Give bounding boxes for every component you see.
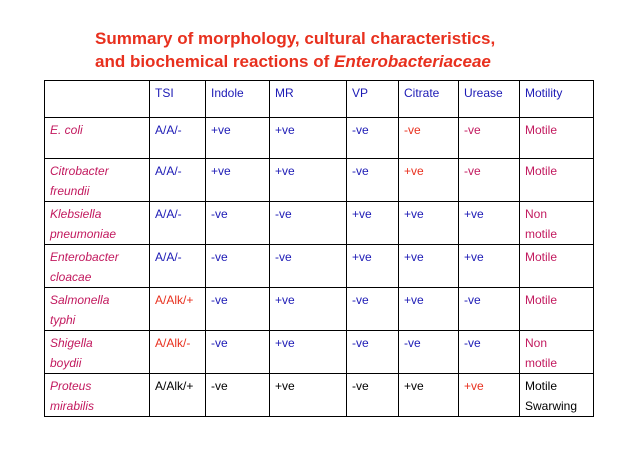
- organism-name-line: E. coli: [50, 123, 83, 137]
- citrate-cell: [399, 118, 459, 159]
- citrate-cell: [399, 374, 459, 417]
- vp-cell: [347, 331, 399, 374]
- vp-value: -ve: [352, 336, 369, 350]
- organism-cell: [45, 374, 150, 417]
- vp-cell: [347, 118, 399, 159]
- page-title: [95, 27, 565, 73]
- urease-cell: [459, 374, 520, 417]
- table-header-row: [45, 81, 594, 118]
- urease-cell: [459, 331, 520, 374]
- mr-value: +ve: [275, 123, 295, 137]
- mr-value: +ve: [275, 336, 295, 350]
- table-row: [45, 159, 594, 202]
- tsi-cell: [150, 374, 206, 417]
- organism-cell: [45, 288, 150, 331]
- indole-cell: [206, 374, 270, 417]
- urease-cell: [459, 288, 520, 331]
- urease-value: -ve: [464, 123, 481, 137]
- header-cell-motility: Motility: [520, 81, 594, 118]
- indole-cell: [206, 288, 270, 331]
- tsi-value: A/A/-: [155, 123, 182, 137]
- table-row: [45, 374, 594, 417]
- motility-value-line-2: Swarwing: [525, 399, 578, 413]
- mr-value: +ve: [275, 164, 295, 178]
- indole-value: +ve: [211, 123, 231, 137]
- indole-value: -ve: [211, 250, 228, 264]
- motility-value: Non: [525, 207, 548, 221]
- indole-cell: [206, 245, 270, 288]
- title-line-2: [95, 50, 565, 73]
- indole-cell: [206, 331, 270, 374]
- organism-name-line: mirabilis: [50, 399, 95, 413]
- mr-cell: [270, 374, 347, 417]
- citrate-cell: [399, 202, 459, 245]
- table-row: [45, 288, 594, 331]
- urease-value: +ve: [464, 250, 484, 264]
- organism-name-line: typhi: [50, 313, 76, 327]
- mr-cell: [270, 245, 347, 288]
- organism-name-line: boydii: [50, 356, 82, 370]
- motility-value: Motile: [525, 250, 558, 264]
- indole-cell: [206, 159, 270, 202]
- title-line-2-prefix: and biochemical reactions of: [95, 52, 335, 71]
- mr-value: +ve: [275, 379, 295, 393]
- header-cell-organism: [45, 81, 150, 118]
- vp-value: +ve: [352, 250, 372, 264]
- header-cell-citrate: Citrate: [399, 81, 459, 118]
- motility-value: Non: [525, 336, 548, 350]
- organism-cell: [45, 159, 150, 202]
- organism-name-line: Proteus: [50, 379, 92, 393]
- motility-cell: [520, 245, 594, 288]
- header-cell-mr: MR: [270, 81, 347, 118]
- motility-cell: [520, 374, 594, 417]
- vp-cell: [347, 202, 399, 245]
- header-cell-vp: VP: [347, 81, 399, 118]
- tsi-cell: [150, 159, 206, 202]
- motility-cell: [520, 159, 594, 202]
- title-line-1: Summary of morphology, cultural characteristics,: [95, 29, 496, 48]
- citrate-value: +ve: [404, 164, 424, 178]
- citrate-value: +ve: [404, 207, 424, 221]
- urease-cell: [459, 118, 520, 159]
- title-family-name: Enterobacteriaceae: [334, 52, 491, 71]
- motility-cell: [520, 118, 594, 159]
- table-row: [45, 118, 594, 159]
- vp-value: -ve: [352, 293, 369, 307]
- tsi-cell: [150, 202, 206, 245]
- mr-cell: [270, 288, 347, 331]
- urease-cell: [459, 245, 520, 288]
- indole-value: +ve: [211, 164, 231, 178]
- citrate-cell: [399, 159, 459, 202]
- table-row: [45, 331, 594, 374]
- header-cell-urease: Urease: [459, 81, 520, 118]
- urease-value: +ve: [464, 379, 484, 393]
- urease-value: -ve: [464, 164, 481, 178]
- indole-cell: [206, 118, 270, 159]
- table-row: [45, 202, 594, 245]
- organism-cell: [45, 245, 150, 288]
- organism-cell: [45, 331, 150, 374]
- vp-cell: [347, 288, 399, 331]
- tsi-value: A/A/-: [155, 250, 182, 264]
- citrate-value: +ve: [404, 379, 424, 393]
- organism-name-line: Klebsiella: [50, 207, 102, 221]
- mr-cell: [270, 118, 347, 159]
- indole-value: -ve: [211, 336, 228, 350]
- vp-value: -ve: [352, 123, 369, 137]
- organism-cell: [45, 118, 150, 159]
- mr-cell: [270, 159, 347, 202]
- vp-cell: [347, 245, 399, 288]
- motility-value-line-2: motile: [525, 356, 558, 370]
- organism-name-line: freundii: [50, 184, 90, 198]
- organism-name-line: cloacae: [50, 270, 92, 284]
- organism-name-line: Shigella: [50, 336, 93, 350]
- mr-cell: [270, 202, 347, 245]
- tsi-value: A/A/-: [155, 207, 182, 221]
- urease-cell: [459, 202, 520, 245]
- organism-name-line: pneumoniae: [50, 227, 117, 241]
- tsi-cell: [150, 245, 206, 288]
- indole-value: -ve: [211, 293, 228, 307]
- header-cell-tsi: TSI: [150, 81, 206, 118]
- citrate-cell: [399, 331, 459, 374]
- tsi-value: A/Alk/+: [155, 293, 194, 307]
- organism-name-line: Salmonella: [50, 293, 110, 307]
- tsi-value: A/Alk/-: [155, 336, 191, 350]
- urease-value: +ve: [464, 207, 484, 221]
- header-cell-indole: Indole: [206, 81, 270, 118]
- motility-value: Motile: [525, 123, 558, 137]
- tsi-cell: [150, 331, 206, 374]
- organism-name-line: Enterobacter: [50, 250, 119, 264]
- indole-value: -ve: [211, 379, 228, 393]
- citrate-value: +ve: [404, 293, 424, 307]
- citrate-cell: [399, 288, 459, 331]
- citrate-value: -ve: [404, 123, 421, 137]
- motility-value: Motile: [525, 379, 558, 393]
- organism-cell: [45, 202, 150, 245]
- vp-value: +ve: [352, 207, 372, 221]
- indole-cell: [206, 202, 270, 245]
- organism-name-line: Citrobacter: [50, 164, 109, 178]
- table-body: [45, 118, 594, 417]
- motility-cell: [520, 288, 594, 331]
- vp-value: -ve: [352, 164, 369, 178]
- citrate-value: -ve: [404, 336, 421, 350]
- urease-cell: [459, 159, 520, 202]
- tsi-cell: [150, 118, 206, 159]
- motility-cell: [520, 202, 594, 245]
- vp-cell: [347, 159, 399, 202]
- motility-value: Motile: [525, 293, 558, 307]
- urease-value: -ve: [464, 293, 481, 307]
- motility-value: Motile: [525, 164, 558, 178]
- motility-cell: [520, 331, 594, 374]
- tsi-value: A/A/-: [155, 164, 182, 178]
- mr-value: +ve: [275, 293, 295, 307]
- tsi-cell: [150, 288, 206, 331]
- urease-value: -ve: [464, 336, 481, 350]
- mr-value: -ve: [275, 207, 292, 221]
- summary-table: [44, 80, 594, 417]
- tsi-value: A/Alk/+: [155, 379, 194, 393]
- table-row: [45, 245, 594, 288]
- indole-value: -ve: [211, 207, 228, 221]
- citrate-value: +ve: [404, 250, 424, 264]
- vp-cell: [347, 374, 399, 417]
- mr-cell: [270, 331, 347, 374]
- citrate-cell: [399, 245, 459, 288]
- motility-value-line-2: motile: [525, 227, 558, 241]
- mr-value: -ve: [275, 250, 292, 264]
- vp-value: -ve: [352, 379, 369, 393]
